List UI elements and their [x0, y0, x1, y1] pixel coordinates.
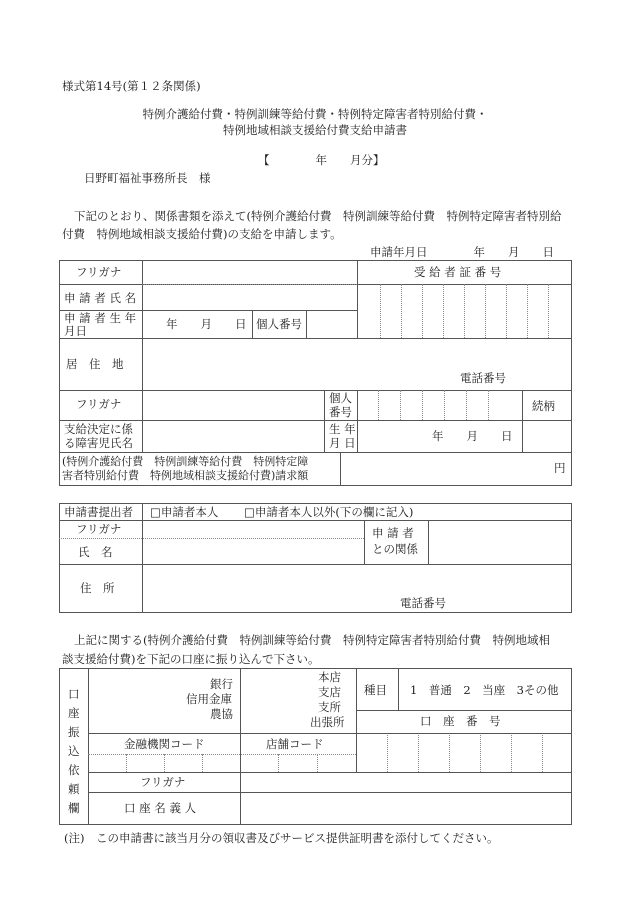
- bank-code-label: 金融機関コード: [124, 737, 205, 751]
- vertical-label-char-1: 口: [68, 687, 80, 701]
- submitter-relation-line1: 申 請 者: [372, 526, 414, 540]
- vertical-label-char-4: 込: [68, 744, 80, 758]
- personal-number-label-line1: 個人: [329, 391, 352, 405]
- submitter-name-label: 氏 名: [78, 545, 113, 559]
- account-number-label: 口 座 番 号: [420, 714, 501, 728]
- form-title-line1: 特例介護給付費・特例訓練等給付費・特例特定障害者特別給付費・: [142, 107, 488, 121]
- attachment-note: (注) この申請書に該当月分の領収書及びサービス提供証明書を添付してください。: [64, 831, 499, 845]
- yen-unit: 円: [554, 461, 566, 475]
- my-number-label: 個人番号: [256, 317, 302, 331]
- target-period: 【 年 月分】: [258, 153, 385, 167]
- submitter-address-label: 住 所: [80, 581, 115, 595]
- account-kind-options: 1 普通 2 当座 3その他: [410, 683, 559, 697]
- submitter-label: 申請書提出者: [64, 505, 133, 519]
- branch-type-branch: 支店: [318, 685, 341, 699]
- applicant-dob-ymd: 年 月 日: [166, 317, 247, 331]
- intro-text-line2: 付費 特例地域相談支援給付費)の支給を申請します。: [62, 227, 342, 241]
- vertical-label-char-5: 依: [68, 763, 80, 777]
- option-other-checkbox[interactable]: □申請者本人以外(下の欄に記入): [244, 505, 414, 519]
- branch-code-label: 店舗コード: [266, 737, 324, 751]
- submitter-furigana-label: フリガナ: [76, 522, 122, 536]
- submitter-phone-label: 電話番号: [400, 596, 446, 610]
- vertical-label-char-3: 振: [68, 725, 80, 739]
- transfer-text-line2: 談支援給付費)を下記の口座に振り込んで下さい。: [62, 652, 320, 666]
- form-number: 様式第14号(第１２条関係): [62, 79, 201, 93]
- branch-type-main: 本店: [318, 670, 341, 684]
- bank-type-bank: 銀行: [210, 677, 233, 691]
- account-kind-label: 種目: [364, 683, 387, 697]
- account-furigana-label: フリガナ: [140, 775, 186, 789]
- branch-type-sub: 出張所: [310, 715, 345, 729]
- application-date: 申請年月日 年 月 日: [370, 245, 554, 259]
- birth-label-line1: 生 年: [329, 422, 356, 436]
- addressee: 日野町福祉事務所長 様: [84, 171, 211, 185]
- relationship-label: 続柄: [532, 399, 555, 413]
- recipient-number-label: 受 給 者 証 番 号: [414, 265, 502, 279]
- transfer-text-line1: 上記に関する(特例介護給付費 特例訓練等給付費 特例特定障害者特別給付費 特例地域相: [74, 633, 550, 647]
- intro-text-line1: 下記のとおり、関係書類を添えて(特例介護給付費 特例訓練等給付費 特例特定障害者特別給: [74, 209, 562, 223]
- claim-amount-label-line1: (特例介護給付費 特例訓練等給付費 特例特定障: [62, 455, 309, 468]
- phone-label: 電話番号: [460, 371, 506, 385]
- address-label: 居 住 地: [66, 357, 124, 371]
- applicant-dob-label-line2: 月日: [64, 324, 87, 338]
- bank-type-shinkin: 信用金庫: [186, 692, 232, 706]
- form-title-line2: 特例地域相談支援給付費支給申請書: [223, 123, 407, 137]
- vertical-label-char-6: 頼: [68, 782, 80, 796]
- claim-amount-label-line2: 害者特別給付費 特例地域相談支援給付費)請求額: [62, 469, 309, 482]
- personal-number-label-line2: 番号: [329, 405, 352, 419]
- option-self-checkbox[interactable]: □申請者本人: [150, 505, 219, 519]
- branch-type-office: 支所: [318, 700, 341, 714]
- account-holder-label: 口 座 名 義 人: [124, 801, 197, 815]
- child-name-label-line2: る障害児氏名: [64, 436, 133, 450]
- vertical-label-char-2: 座: [68, 706, 80, 720]
- child-name-label-line1: 支給決定に係: [64, 422, 133, 436]
- submitter-relation-line2: との関係: [372, 542, 418, 556]
- applicant-name-label: 申 請 者 氏 名: [64, 291, 137, 305]
- vertical-label-char-7: 欄: [68, 801, 80, 815]
- child-birth-ymd: 年 月 日: [432, 429, 513, 443]
- furigana-label: フリガナ: [76, 265, 122, 279]
- bank-type-nokyo: 農協: [210, 707, 233, 721]
- applicant-dob-label-line1: 申 請 者 生 年: [64, 311, 137, 325]
- furigana-label-2: フリガナ: [76, 397, 122, 411]
- birth-label-line2: 月 日: [329, 436, 356, 450]
